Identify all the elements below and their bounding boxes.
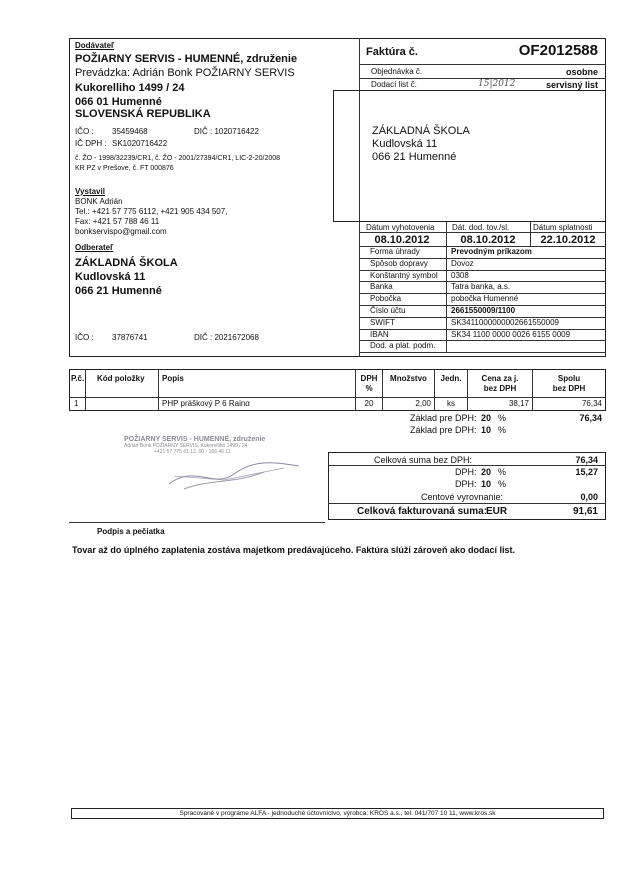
col-qty: Množstvo: [390, 374, 427, 383]
customer-heading: Odberateľ: [75, 243, 114, 252]
payment-label: Konštantný symbol: [370, 270, 438, 280]
row-unit: ks: [447, 399, 455, 408]
supplier-dic: DIČ : 1020716422: [194, 127, 259, 136]
supplier-ico: 35459468: [112, 127, 148, 136]
total-label: Celková fakturovaná suma:: [357, 506, 488, 517]
supplier-registration-2: KR PZ v Prešove, č. FT 000876: [75, 165, 174, 172]
vat20-label: DPH:: [455, 467, 477, 477]
supplier-icdph-label: IČ DPH :: [75, 139, 107, 148]
supplier-operator: Prevádzka: Adrián Bonk POŽIARNY SERVIS: [75, 67, 295, 79]
delivery-label: Dodací list č.: [371, 80, 417, 89]
subtotal-value: 76,34: [575, 455, 598, 465]
vat-base-10-label: Základ pre DPH:: [410, 425, 477, 435]
payment-label: Dod. a plat. podm.: [370, 341, 436, 351]
col-vat: DPH: [360, 374, 378, 383]
col-code: Kód položky: [97, 374, 145, 383]
col-pc: P.č.: [71, 374, 85, 383]
issuer-name: BONK Adrián: [75, 197, 123, 206]
address-street: Kudlovská 11: [372, 138, 438, 150]
invoice-number: OF2012588: [518, 42, 598, 59]
address-city: 066 21 Humenné: [372, 151, 457, 163]
vat-base-20-rate: 20: [481, 413, 492, 423]
customer-name: ZÁKLADNÁ ŠKOLA: [75, 257, 178, 269]
payment-value: 2661550009/1100: [451, 306, 516, 315]
supplier-registration-1: č. ŽO - 1998/32239/CR1, č. ŽO - 2001/27394/CR1, LIC-2-20/2008: [75, 155, 281, 162]
row-qty: 2,00: [415, 399, 431, 408]
col-unit: Jedn.: [440, 374, 462, 383]
company-stamp: [124, 436, 294, 492]
supplier-country: SLOVENSKÁ REPUBLIKA: [75, 108, 211, 120]
col-total: Spolu: [557, 374, 581, 383]
issuer-fax: Fax: +421 57 788 46 11: [75, 217, 160, 226]
payment-value: pobočka Humenné: [451, 294, 519, 304]
row-desc: PHP práškový P 6 Rainα: [162, 399, 250, 408]
payment-value: SK34 1100 0000 0026 6155 0009: [451, 329, 571, 339]
payment-label: SWIFT: [370, 317, 395, 327]
address-name: ZÁKLADNÁ ŠKOLA: [372, 125, 470, 137]
supplier-street: Kukorelliho 1499 / 24: [75, 82, 185, 94]
issue-date-label: Dátum vyhotovenia: [366, 223, 435, 232]
col-price: Cena za j.: [481, 374, 519, 383]
stamp-line-1: POŽIARNY SERVIS - HUMENNÉ, združenie: [124, 436, 266, 443]
row-pc: 1: [74, 399, 79, 408]
signature-scribble: [164, 454, 304, 494]
vat20-pct: %: [498, 467, 507, 477]
row-total: 76,34: [581, 399, 602, 408]
payment-label: Číslo účtu: [370, 306, 406, 315]
ownership-note: Tovar až do úplného zaplatenia zostáva majetkom predávajúceho. Faktúra slúži zároveň ako dodací list.: [72, 545, 515, 555]
col-desc: Popis: [162, 374, 184, 383]
payment-label: Pobočka: [370, 294, 402, 304]
total-currency: EUR: [486, 506, 508, 517]
vat-base-10-pct: %: [498, 425, 507, 435]
row-vat: 20: [364, 399, 374, 408]
vat20-rate: 20: [481, 467, 492, 477]
customer-ico-label: IČO :: [75, 333, 94, 342]
payment-value: Prevodným príkazom: [451, 247, 532, 256]
col-vat-pct: %: [365, 384, 373, 393]
delivery-value: servisný list: [545, 80, 598, 90]
signature-label: Podpis a pečiatka: [97, 527, 165, 536]
taxable-date: 08.10.2012: [460, 234, 516, 246]
vat10-pct: %: [498, 479, 507, 489]
col-total-sub: bez DPH: [552, 384, 586, 393]
payment-value: Tatra banka, a.s.: [451, 282, 511, 292]
col-price-sub: bez DPH: [483, 384, 517, 393]
vat10-rate: 10: [481, 479, 492, 489]
vat-base-20-value: 76,34: [579, 413, 602, 423]
payment-label: Spôsob dopravy: [370, 258, 428, 268]
vat10-label: DPH:: [455, 479, 477, 489]
issuer-tel: Tel.: +421 57 775 6112, +421 905 434 507,: [75, 207, 228, 216]
payment-label: IBAN: [370, 329, 389, 339]
payment-value: SK3411000000002661550009: [451, 317, 559, 327]
supplier-icdph: SK1020716422: [112, 139, 168, 148]
vat-base-20-pct: %: [498, 413, 507, 423]
order-value: osobne: [565, 67, 598, 77]
customer-ico: 37876741: [112, 333, 148, 342]
total-value: 91,61: [572, 506, 598, 517]
issuer-email: bonkservispo@gmail.com: [75, 227, 167, 236]
payment-value: Dovoz: [451, 258, 474, 268]
supplier-name: POŽIARNY SERVIS - HUMENNÉ, združenie: [75, 53, 298, 65]
issuer-heading: Vystavil: [75, 187, 105, 196]
payment-value: 0308: [451, 270, 469, 280]
stamp-line-2: Adrián Bonk POŽIARNY SERVIS, Kukorelliho 1499 / 24: [124, 443, 248, 449]
footer-text: Spracované v programe ALFA - jednoduché účtovníctvo, výrobca: KROS a.s., tel. 041/707 10 11, www.kros.sk: [179, 810, 496, 817]
invoice-title: Faktúra č.: [366, 46, 418, 58]
payment-row-divider: [359, 352, 606, 353]
vat-base-20-label: Základ pre DPH:: [410, 413, 477, 423]
subtotal-label: Celková suma bez DPH:: [374, 455, 473, 465]
customer-street: Kudlovská 11: [75, 271, 146, 283]
due-date-label: Dátum splatnosti: [533, 223, 593, 232]
order-label: Objednávka č.: [371, 67, 423, 76]
customer-dic: DIČ : 2021672068: [194, 333, 259, 342]
row-price: 38,17: [508, 399, 529, 408]
supplier-ico-label: IČO :: [75, 127, 94, 136]
rounding-label: Centové vyrovnanie:: [421, 492, 504, 502]
supplier-city: 066 01 Humenné: [75, 96, 162, 108]
customer-city: 066 21 Humenné: [75, 285, 162, 297]
handwritten-note: 15|2012: [478, 79, 516, 89]
stamp-line-3: +421 57 775 61 12, 00 - 166 46 11: [154, 449, 231, 455]
supplier-heading: Dodávateľ: [75, 41, 115, 50]
taxable-date-label: Dát. dod. tov./sl.: [452, 223, 510, 232]
rounding-value: 0,00: [580, 492, 598, 502]
vat20-value: 15,27: [575, 467, 598, 477]
issue-date: 08.10.2012: [374, 234, 430, 246]
vat-base-10-rate: 10: [481, 425, 492, 435]
due-date: 22.10.2012: [540, 234, 596, 246]
payment-label: Forma úhrady: [370, 247, 420, 256]
payment-label: Banka: [370, 282, 393, 292]
